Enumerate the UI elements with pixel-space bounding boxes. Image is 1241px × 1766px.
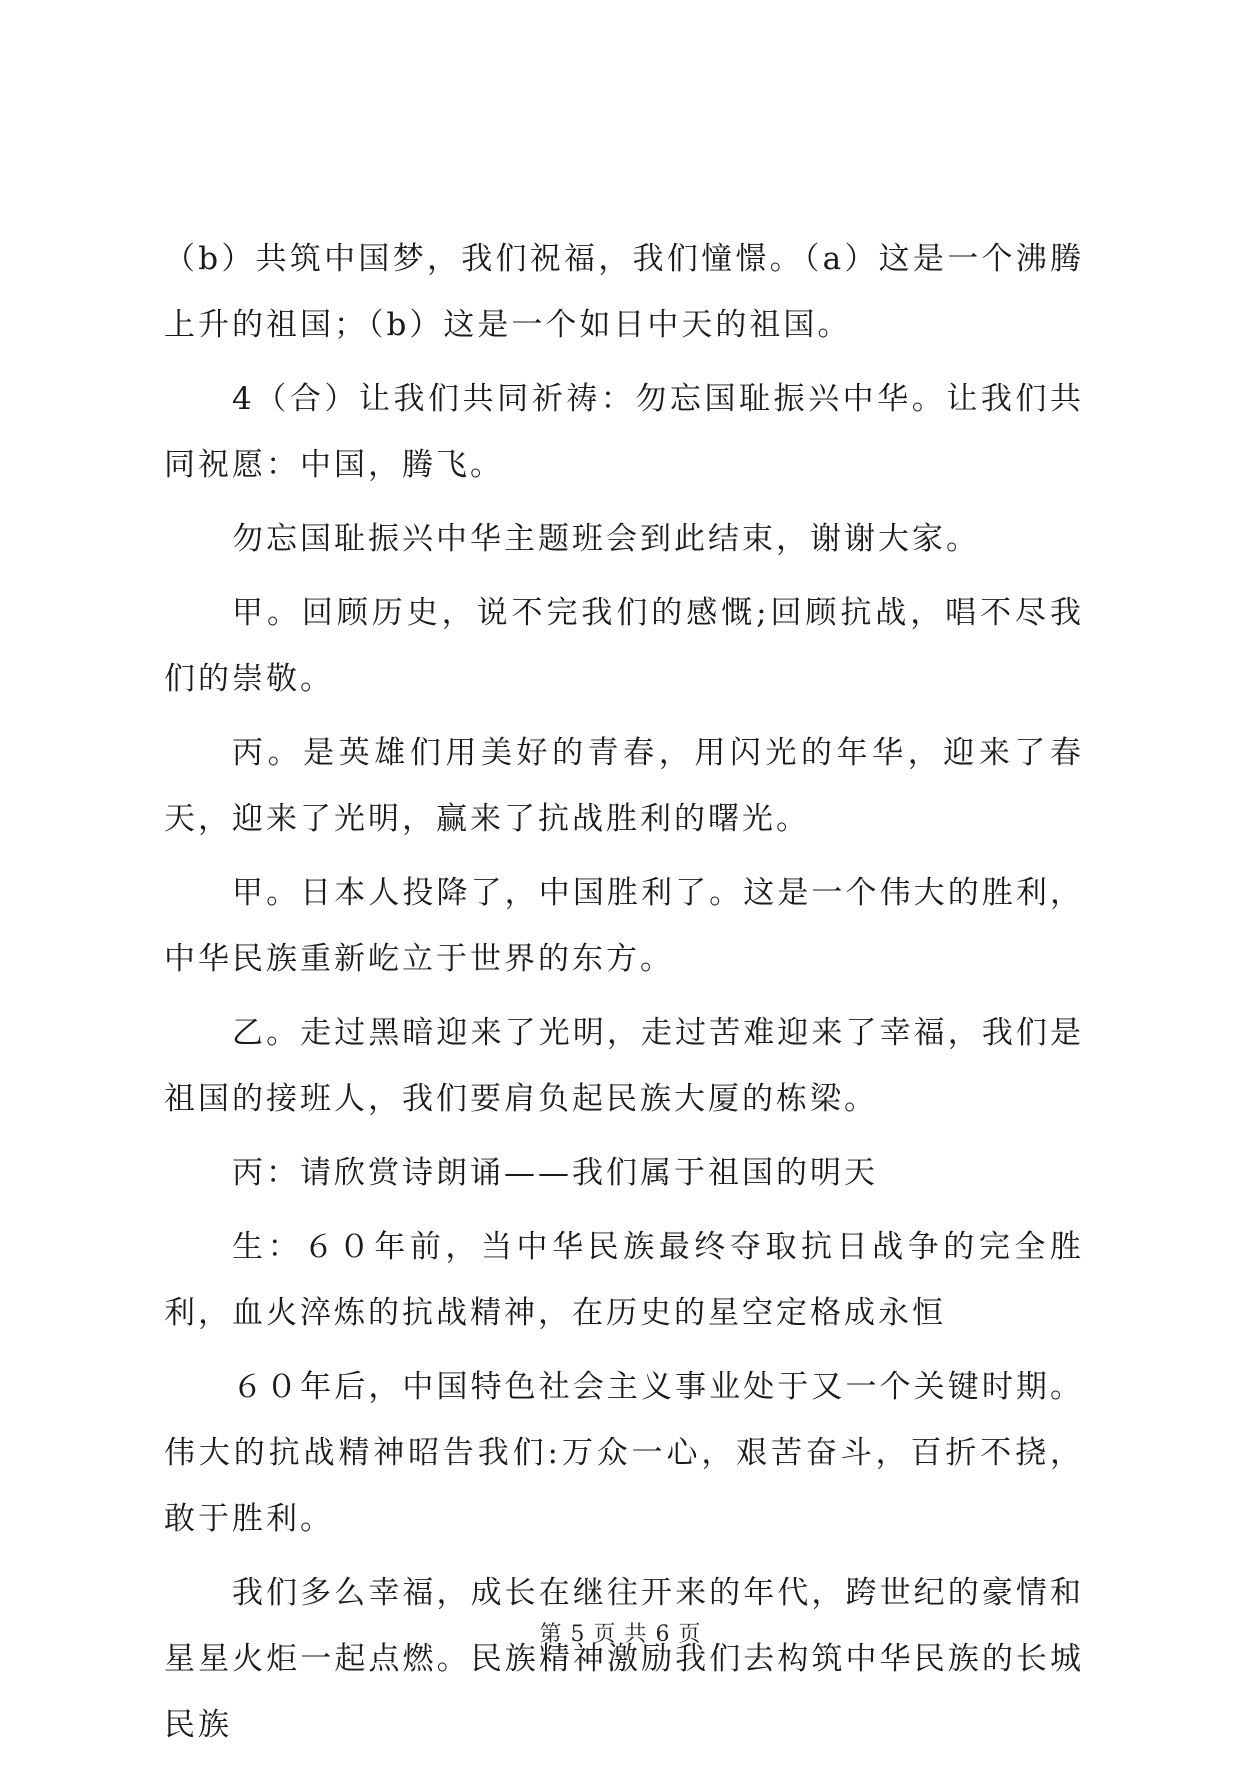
paragraph-9: 生：６０年前，当中华民族最终夺取抗日战争的完全胜利，血火淬炼的抗战精神，在历史的星空定格成永恒 [164, 1229, 1084, 1331]
paragraph-10: ６０年后，中国特色社会主义事业处于又一个关键时期。伟大的抗战精神昭告我们:万众一心，艰苦奋斗，百折不挠，敢于胜利。 [164, 1369, 1084, 1537]
paragraph-6: 甲。日本人投降了，中国胜利了。这是一个伟大的胜利，中华民族重新屹立于世界的东方。 [164, 875, 1084, 977]
paragraph-5: 丙。是英雄们用美好的青春，用闪光的年华，迎来了春天，迎来了光明，赢来了抗战胜利的曙光。 [164, 735, 1084, 837]
paragraph-8: 丙：请欣赏诗朗诵——我们属于祖国的明天 [232, 1155, 878, 1191]
paragraph-7: 乙。走过黑暗迎来了光明，走过苦难迎来了幸福，我们是祖国的接班人，我们要肩负起民族大厦的栋梁。 [164, 1015, 1084, 1117]
paragraph-4: 甲。回顾历史，说不完我们的感慨;回顾抗战，唱不尽我们的崇敬。 [164, 595, 1084, 697]
paragraph-3: 勿忘国耻振兴中华主题班会到此结束，谢谢大家。 [232, 521, 980, 557]
paragraph-1: （b）共筑中国梦，我们祝福，我们憧憬。（a）这是一个沸腾上升的祖国；（b）这是一个如日中天的祖国。 [164, 241, 1084, 343]
paragraph-11: 我们多么幸福，成长在继往开来的年代，跨世纪的豪情和星星火炬一起点燃。民族精神激励我们去构筑中华民族的长城民族 [164, 1575, 1084, 1743]
page-footer: 第 5 页 共 6 页 [539, 1622, 702, 1647]
document-body [164, 226, 1084, 1766]
paragraph-2: 4（合）让我们共同祈祷：勿忘国耻振兴中华。让我们共同祝愿：中国，腾飞。 [164, 381, 1084, 483]
